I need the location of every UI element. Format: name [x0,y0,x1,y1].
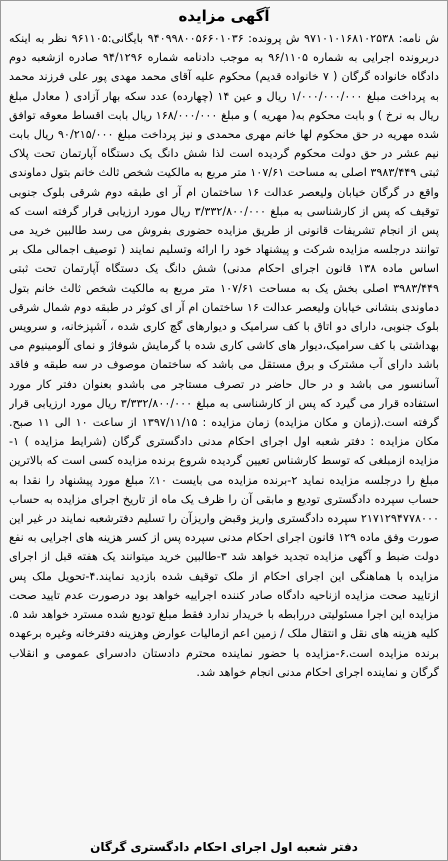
notice-body [9,29,439,832]
notice-title: آگهی مزایده [178,7,270,25]
header-line: ش نامه: ۹۷۱۰۱۰۱۶۸۱۰۲۵۳۸ ش پرونده: ۹۴۰۹۹۸۰۰۵۶۶۰۱۰۳۶ [147,32,439,45]
notice-paragraph: بایگانی:۹۶۱۱۰۵ نظر به اینکه دربرونده اجرایی به شماره ۹۶/۱۱۰۵ به موجب دادنامه شماره ۹۴/۱۲۹۶ صادره ازشعبه دوم دادگاه خانواده گرگان ( ۷ خانواده قدیم) محکوم علیه آقای محمد مهدی پور علی فرزند محمد به پرداخت مبلغ ۱/۰۰۰/۰۰۰/۰۰۰ ریال و عین ۱۴ (چهارده) عدد سکه بهار آزادی ( معادل مبلغ ریال به نرخ ) و بابت محکوم به( مهریه ) و مبلغ ۱۶۸/۰۰۰/۰۰۰ ریال بابت اقساط معوقه توافق شده مهریه در حق محکوم لها خانم مهری محمدی و نیز پرداخت مبلغ ۹۰/۲۱۵/۰۰۰ ریال بابت نیم عشر در حق دولت محکوم گردیده است لذا شش دانگ یک دستگاه آپارتمان تحت پلاک ثبتی ۳۹۸۳/۴۴۹ اصلی به مساحت ۱۰۷/۶۱ متر مربع به مالکیت شخص ثالث خانم بتول دماوندی واقع در گرگان خیابان ولیعصر عدالت ۱۶ ساختمان ام آر ای طبقه دوم شرقی بلوک جنوبی توقیف که پس از کارشناسی به مبلغ ۳/۳۳۲/۸۰۰/۰۰۰ ریال مورد ارزیابی قرار گرفته است که پس از انجام تشریفات قانونی از طریق مزایده حضوری بفروش می رسد طالبین خرید می توانند درجلسه مزایده شرکت و پیشنهاد خود را ارائه وتسلیم نمایند ( توصیف اجمالی ملک بر اساس ماده ۱۳۸ قانون اجرای احکام مدنی) شش دانگ یک دستگاه آپارتمان تحت ثبتی ۳۹۸۳/۴۴۹ اصلی بخش یک به مساحت ۱۰۷/۶۱ متر مربع به مالکیت شخص ثالث خانم بتول دماوندی بنشانی خیابان ولیعصر عدالت ۱۶ ساختمان ام آر ای کوثر در طبقه دوم شمال شرقی بلوک جنوبی، دارای دو اتاق با کف سرامیک و دیوارهای گچ کاری شده ، آشپزخانه، و سرویس بهداشتی با کف سرامیک،دیوار های کاشی کاری شده با گرمایش شوفاژ و نمای آلومینیوم می باشد دارای آب مشترک و برق مستقل می باشد که ساختمان موصوف در سه طبقه و فاقد آسانسور می باشد و در حال حاضر در تصرف مستاجر می باشدو بعنوان دفتر کار مورد استفاده قرار می گیرد که پس از کارشناسی به مبلغ ۳/۳۳۲/۸۰۰/۰۰۰ ریال مورد ارزیابی قرار گرفته است.(زمان و مکان مزایده) زمان مزایده : ۱۳۹۷/۱۱/۱۵ از ساعت ۱۰ الی ۱۱ صبح. مکان مزایده : دفتر شعبه اول اجرای احکام مدنی دادگستری گرگان (شرایط مزایده ) ۱- مزایده ازمبلغی که توسط کارشناس تعیین گردیده شروع برنده مزایده کسی است که بالاترین مبلغ را درجلسه مزایده نماید ۲-برنده مزایده می بایست ۱۰٪ مبلغ مورد پیشنهاد را نقدا به حساب سپرده دادگستری تودیع و مابقی آن را ظرف یک ماه از تاریخ اجرای مزایده به حساب ۲۱۷۱۲۹۴۷۷۸۰۰۰ سپرده دادگستری واریز وقبض واریزآن را تسلیم دفترشعبه نمایند در غیر این صورت وفق ماده ۱۲۹ قانون اجرای احکام مدنی سپرده پس از کسر هزینه های اجرایی به نفع دولت ضبط و آگهی مزایده تجدید خواهد شد ۳-طالبین خرید میتوانند یک هفته قبل از اجرای مزایده با هماهنگی این اجرای احکام از ملک توقیف شده بازدید نمایند.۴-تحویل ملک پس ازتایید صحت مزایده ازناحیه دادگاه صادر کننده اجراییه خواهد بود درصورت عدم تایید صحت مزایده این اجرا مسئولیتی دررابطه با خریدار ندارد فقط مبلغ تودیع شده مسترد خواهد شد ۵. کلیه هزینه های نقل و انتقال ملک / زمین اعم ازمالیات عوارض وهزینه دفترخانه وغیره برعهده برنده مزایده است.۶-مزایده با حضور نماینده محترم دادستان دادسرای عمومی و انقلاب گرگان و نماینده اجرای احکام مدنی انجام خواهد شد. [9,32,439,679]
notice-footer: دفتر شعبه اول اجرای احکام دادگستری گرگان [90,840,358,854]
